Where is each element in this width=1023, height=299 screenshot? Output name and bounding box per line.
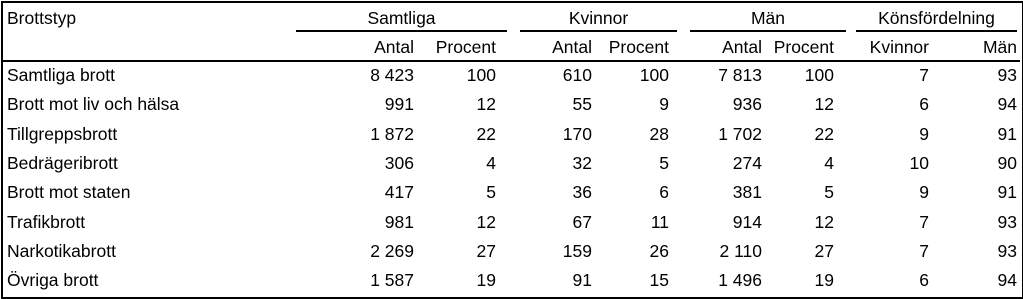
table-cell: 91 (997, 124, 1017, 144)
table-cell: 10 (909, 153, 929, 173)
row-label: Samtliga brott (7, 65, 115, 85)
row-label: Bedrägeribrott (7, 153, 118, 173)
group-header-1: Kvinnor (568, 8, 629, 28)
table-cell: 94 (997, 94, 1017, 114)
subheader-0: Antal (374, 37, 414, 57)
row-label: Brott mot staten (7, 182, 131, 202)
table-cell: 306 (384, 153, 414, 173)
table-cell: 100 (466, 65, 496, 85)
group-underline-3 (856, 30, 1017, 32)
table-cell: 7 (919, 241, 929, 261)
table-cell: 274 (732, 153, 762, 173)
table-cell: 27 (476, 241, 496, 261)
table-cell: 1 496 (718, 270, 762, 290)
subheader-3: Procent (608, 37, 669, 57)
column-header-brottstyp: Brottstyp (7, 8, 77, 28)
table-cell: 94 (997, 270, 1017, 290)
group-underline-0 (296, 30, 507, 32)
subheader-5: Procent (773, 37, 834, 57)
subheader-1: Procent (435, 37, 496, 57)
row-label: Övriga brott (7, 270, 99, 290)
table-cell: 19 (476, 270, 496, 290)
table-cell: 100 (804, 65, 834, 85)
table-cell: 93 (997, 241, 1017, 261)
group-underline-1 (520, 30, 677, 32)
table-cell: 22 (814, 124, 834, 144)
table-cell: 27 (814, 241, 834, 261)
table-cell: 159 (562, 241, 592, 261)
table-cell: 100 (639, 65, 669, 85)
table-cell: 67 (572, 212, 592, 232)
row-label: Brott mot liv och hälsa (7, 94, 180, 114)
table-cell: 12 (476, 212, 496, 232)
table-cell: 170 (562, 124, 592, 144)
table-cell: 91 (572, 270, 592, 290)
table-cell: 6 (659, 182, 669, 202)
row-label: Narkotikabrott (7, 241, 116, 261)
table-cell: 981 (384, 212, 414, 232)
table-cell: 11 (650, 212, 669, 232)
table-cell: 19 (814, 270, 834, 290)
table-cell: 55 (572, 94, 592, 114)
table-cell: 7 (919, 212, 929, 232)
table-cell: 5 (824, 182, 834, 202)
table-cell: 9 (659, 94, 669, 114)
table-cell: 417 (384, 182, 414, 202)
table-cell: 9 (919, 182, 929, 202)
subheader-2: Antal (552, 37, 592, 57)
table-cell: 12 (814, 94, 834, 114)
table-cell: 6 (919, 270, 929, 290)
row-label: Trafikbrott (7, 212, 86, 232)
group-underline-2 (690, 30, 846, 32)
table-cell: 6 (919, 94, 929, 114)
table-cell: 36 (572, 182, 592, 202)
header-bottom-rule (3, 60, 1020, 62)
table-cell: 1 702 (718, 124, 762, 144)
table-cell: 93 (997, 65, 1017, 85)
table-cell: 22 (476, 124, 496, 144)
table-cell: 93 (997, 212, 1017, 232)
table-cell: 2 269 (370, 241, 414, 261)
table-cell: 12 (814, 212, 834, 232)
table-cell: 991 (384, 94, 414, 114)
table-cell: 15 (649, 270, 669, 290)
row-label: Tillgreppsbrott (7, 124, 118, 144)
table-cell: 4 (824, 153, 834, 173)
table-cell: 9 (919, 124, 929, 144)
table-cell: 7 813 (718, 65, 762, 85)
subheader-4: Antal (722, 37, 762, 57)
table-cell: 5 (659, 153, 669, 173)
table-cell: 8 423 (370, 65, 414, 85)
table-cell: 12 (476, 94, 496, 114)
table-cell: 936 (732, 94, 762, 114)
table-cell: 90 (997, 153, 1017, 173)
table-cell: 1 872 (370, 124, 414, 144)
subheader-6: Kvinnor (869, 37, 929, 57)
table-cell: 914 (732, 212, 762, 232)
table-cell: 1 587 (370, 270, 414, 290)
group-header-3: Könsfördelning (878, 8, 995, 28)
table-cell: 26 (649, 241, 669, 261)
table-cell: 28 (649, 124, 669, 144)
group-header-0: Samtliga (367, 8, 436, 28)
table-cell: 5 (486, 182, 496, 202)
table-cell: 2 110 (719, 241, 762, 261)
table-cell: 381 (732, 182, 762, 202)
table-cell: 91 (997, 182, 1017, 202)
group-header-2: Män (750, 8, 786, 28)
subheader-7: Män (982, 37, 1017, 57)
table-cell: 32 (572, 153, 592, 173)
table-cell: 4 (486, 153, 496, 173)
table-cell: 610 (562, 65, 592, 85)
table-cell: 7 (919, 65, 929, 85)
